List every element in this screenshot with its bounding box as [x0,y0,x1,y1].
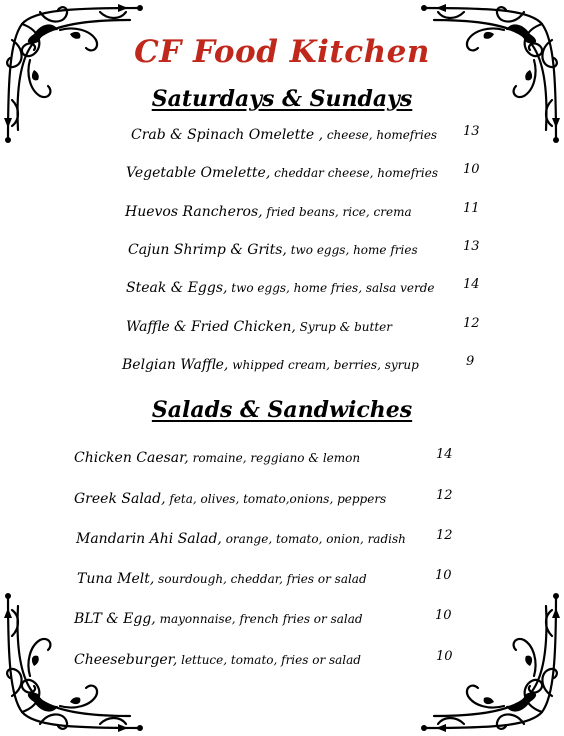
menu-item [125,201,412,223]
corner-ornament-top-left [0,0,150,150]
menu-item [74,608,363,630]
menu-item [77,568,367,590]
menu-item [128,239,418,261]
dish-price: 11 [463,201,480,216]
dish-name: Crab & Spinach Omelette , [131,127,324,143]
dish-price: 14 [436,447,453,462]
dish-name: Steak & Eggs, [126,280,228,296]
dish-price: 10 [436,649,453,664]
dish-name: Cheeseburger, [74,652,178,668]
restaurant-title: CF Food Kitchen [134,34,430,70]
dish-name: BLT & Egg, [74,611,156,627]
menu-item [131,124,437,146]
dish-name: Mandarin Ahi Salad, [76,531,222,547]
menu-item [126,316,392,338]
section-heading-salads: Salads & Sandwiches [151,397,413,423]
flourish-corner-icon [0,0,150,150]
menu-item [122,354,419,376]
dish-description: sourdough, cheddar, fries or salad [154,572,367,586]
dish-price: 12 [436,488,453,503]
menu-item [126,162,438,184]
dish-description: two eggs, home fries [286,243,418,257]
dish-description: whipped cream, berries, syrup [228,358,419,372]
dish-name: Vegetable Omelette, [126,165,271,181]
menu-item [74,488,386,510]
dish-price: 12 [436,528,453,543]
dish-description: orange, tomato, onion, radish [221,532,406,546]
dish-description: fried beans, rice, crema [262,205,412,219]
dish-name: Waffle & Fried Chicken, [126,319,296,335]
menu-item [74,447,360,469]
dish-price: 13 [463,239,480,254]
dish-name: Cajun Shrimp & Grits, [128,242,287,258]
dish-description: mayonnaise, french fries or salad [155,612,363,626]
dish-description: feta, olives, tomato,onions, peppers [165,492,387,506]
dish-name: Greek Salad, [74,491,166,507]
dish-price: 10 [463,162,480,177]
dish-price: 10 [435,608,452,623]
dish-description: Syrup & butter [295,320,393,334]
dish-price: 9 [466,354,475,369]
dish-description: two eggs, home fries, salsa verde [227,281,435,295]
dish-price: 14 [463,277,480,292]
dish-description: lettuce, tomato, fries or salad [177,653,361,667]
menu-item [74,649,361,671]
dish-price: 10 [435,568,452,583]
section-heading-weekend: Saturdays & Sundays [151,86,413,112]
menu-item [126,277,435,299]
dish-name: Chicken Caesar, [74,450,189,466]
dish-price: 12 [463,316,480,331]
dish-name: Belgian Waffle, [122,357,229,373]
dish-description: cheese, homefries [323,128,438,142]
dish-name: Tuna Melt, [77,571,155,587]
menu-item [76,528,406,550]
dish-description: cheddar cheese, homefries [270,166,438,180]
dish-price: 13 [463,124,480,139]
dish-description: romaine, reggiano & lemon [188,451,361,465]
dish-name: Huevos Rancheros, [125,204,263,220]
